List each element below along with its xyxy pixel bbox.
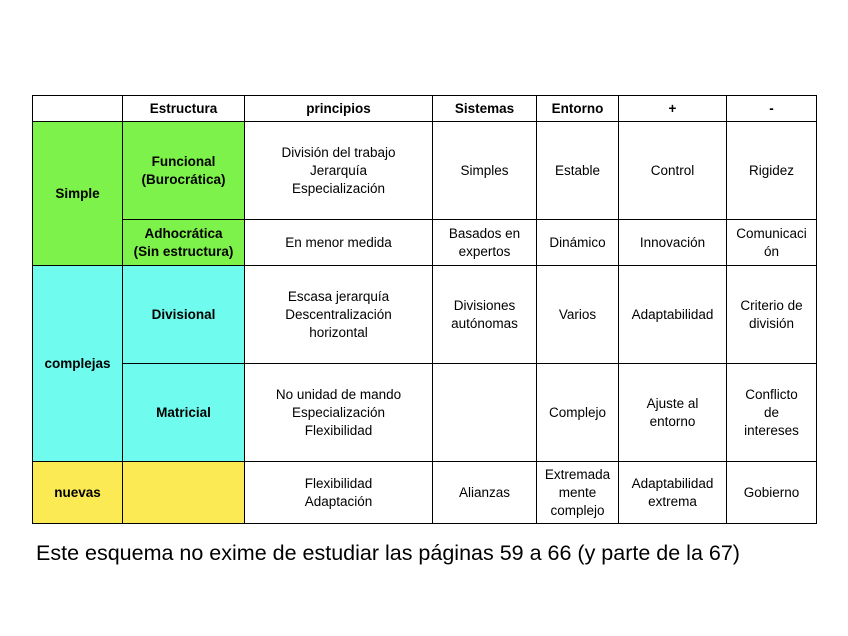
cons-cell: Comunicaci ón bbox=[727, 220, 817, 266]
pros-cell: Ajuste al entorno bbox=[619, 364, 727, 462]
header-row bbox=[33, 96, 817, 122]
header-principios: principios bbox=[245, 96, 433, 122]
cons-cell: Rigidez bbox=[727, 122, 817, 220]
table-row bbox=[33, 364, 817, 462]
header-pros: + bbox=[619, 96, 727, 122]
header-estructura: Estructura bbox=[123, 96, 245, 122]
group-simple: Simple bbox=[33, 122, 123, 266]
entorno-cell: Extremada mente complejo bbox=[537, 462, 619, 524]
cons-cell: Conflicto de intereses bbox=[727, 364, 817, 462]
header-cons: - bbox=[727, 96, 817, 122]
table-row bbox=[33, 220, 817, 266]
organizational-structures-table bbox=[32, 95, 817, 524]
cons-cell: Gobierno bbox=[727, 462, 817, 524]
sistemas-cell: Divisiones autónomas bbox=[433, 266, 537, 364]
estructura-adhocratica: Adhocrática (Sin estructura) bbox=[123, 220, 245, 266]
principios-cell: Flexibilidad Adaptación bbox=[245, 462, 433, 524]
pros-cell: Adaptabilidad bbox=[619, 266, 727, 364]
header-sistemas: Sistemas bbox=[433, 96, 537, 122]
group-nuevas: nuevas bbox=[33, 462, 123, 524]
principios-cell: No unidad de mando Especialización Flexibilidad bbox=[245, 364, 433, 462]
principios-cell: División del trabajo Jerarquía Especialización bbox=[245, 122, 433, 220]
pros-cell: Innovación bbox=[619, 220, 727, 266]
table-row bbox=[33, 462, 817, 524]
footnote-caption: Este esquema no exime de estudiar las páginas 59 a 66 (y parte de la 67) bbox=[36, 541, 740, 565]
entorno-cell: Dinámico bbox=[537, 220, 619, 266]
entorno-cell: Complejo bbox=[537, 364, 619, 462]
cons-cell: Criterio de división bbox=[727, 266, 817, 364]
sistemas-cell bbox=[433, 364, 537, 462]
table-row bbox=[33, 122, 817, 220]
entorno-cell: Estable bbox=[537, 122, 619, 220]
header-empty bbox=[33, 96, 123, 122]
estructura-funcional: Funcional (Burocrática) bbox=[123, 122, 245, 220]
estructura-divisional: Divisional bbox=[123, 266, 245, 364]
principios-cell: En menor medida bbox=[245, 220, 433, 266]
group-complejas: complejas bbox=[33, 266, 123, 462]
sistemas-cell: Simples bbox=[433, 122, 537, 220]
pros-cell: Control bbox=[619, 122, 727, 220]
estructura-nuevas bbox=[123, 462, 245, 524]
header-entorno: Entorno bbox=[537, 96, 619, 122]
entorno-cell: Varios bbox=[537, 266, 619, 364]
pros-cell: Adaptabilidad extrema bbox=[619, 462, 727, 524]
table-row bbox=[33, 266, 817, 364]
sistemas-cell: Alianzas bbox=[433, 462, 537, 524]
principios-cell: Escasa jerarquía Descentralización horizontal bbox=[245, 266, 433, 364]
sistemas-cell: Basados en expertos bbox=[433, 220, 537, 266]
estructura-matricial: Matricial bbox=[123, 364, 245, 462]
